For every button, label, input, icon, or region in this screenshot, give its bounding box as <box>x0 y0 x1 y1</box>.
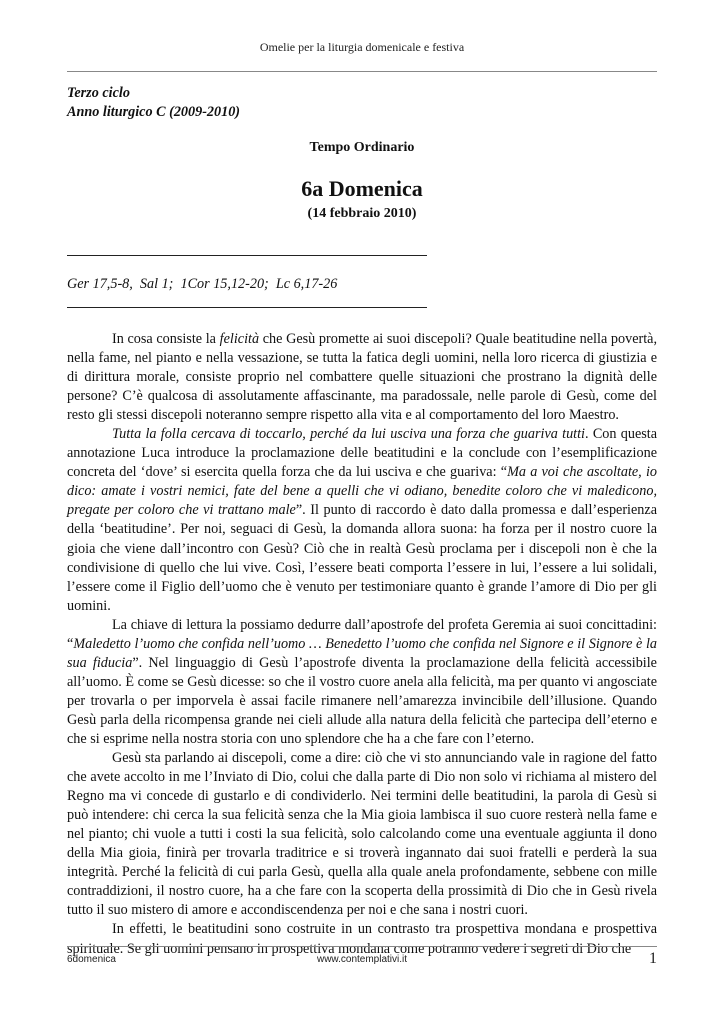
body-paragraph <box>67 749 657 920</box>
text-run: ”. Il punto di raccordo è dato dalla promessa e dall’esperienza della ‘beatitudine’. Per noi, seguaci di Gesù, la domanda allora suona: ha forza per il nostro cuore la gioia che viene dall’incontro con Gesù? Ciò che in realtà Gesù proclama per i discepoli non è che la condivisione di quello che lui vive. Così, l’essere beati comporta l’essere in lui, l’essere a lui solidali, l’essere come il Figlio dell’uomo che è venuto per testimoniare quanto è grande l’amore di Dio per gli uomini. <box>67 502 657 614</box>
homily-body <box>67 330 657 959</box>
italic-text: Maledetto l’uomo che confida nell’uomo … Benedetto l’uomo che confida nel Signore e il Signore è la sua fiducia <box>67 635 657 671</box>
text-run: Gesù sta parlando ai discepoli, come a dire: ciò che vi sto annunciando vale in ragione del fatto che avete accolto in me l’Inviato di Dio, colui che dalla parte di Dio non solo vi richiama al mistero del Regno ma vi concede di gustarlo e di condividerlo. Nei termini delle beatitudini, la parola di Gesù si può intendere: chi cerca la sua felicità senza che la Mia gioia lambisca il suo cuore resterà nella fame e nel pianto; chi vuole a tutti i costi la sua felicità, solo calcolando come una eventuale aggiunta il dono della Mia gioia, finirà per trovarla traditrice e si troverà ingannato dai suoi fratelli e perderà la sua integrità. Perché la felicità di cui parla Gesù, quella alla quale anela profondamente, sebbene con mille contraddizioni, il nostro cuore, ha a che fare con la scoperta della prossimità di Dio che in Gesù rivela tutto il suo mistero di amore e accondiscendenza per noi e che sana i nostri cuori. <box>67 750 657 919</box>
text-run: La chiave di lettura la possiamo dedurre dall’apostrofe del profeta Geremia ai suoi concittadini: “ <box>67 616 657 652</box>
text-run: ”. Nel linguaggio di Gesù l’apostrofe diventa la proclamazione della felicità accessibile all’uomo. È come se Gesù dicesse: so che il vostro cuore anela alla felicità, ma per quanto vi angosciate per trovarla o per imporvela è assai facile rimanere nell’amarezza invincibile dell’illusione. Quando Gesù parla della ricompensa grande nei cieli allude alla natura della felicità che partecipa dell’eterno e che si esprime nella nostra storia con uno splendore che ha a che fare con l’eterno. <box>67 654 657 747</box>
body-paragraph <box>67 425 657 615</box>
separator-line-bottom <box>67 307 427 308</box>
footer-website: www.contemplativi.it <box>316 954 408 965</box>
body-paragraph <box>67 616 657 749</box>
header-rule <box>67 71 657 72</box>
date-line: (14 febbraio 2010) <box>307 206 417 221</box>
cycle-line: Terzo ciclo <box>67 85 130 101</box>
text-run: In effetti, le beatitudini sono costruite in un contrasto tra prospettiva mondana e prospettiva spirituale. Se gli uomini pensano in prospettiva mondana come potranno vedere i segreti di Dio che <box>67 921 657 957</box>
cycle-info <box>67 84 240 122</box>
readings-line: Ger 17,5-8, Sal 1; 1Cor 15,12-20; Lc 6,17-26 <box>67 276 338 292</box>
text-run: In cosa consiste la <box>112 331 220 347</box>
text-run: che Gesù promette ai suoi discepoli? Quale beatitudine nella povertà, nella fame, nel pianto e nella vessazione, se tutta la fatica degli uomini, nella loro ricerca di giustizia e di dirittura morale, consiste proprio nel combattere quelle situazioni che prostrano la dignità delle persone? C’è qualcosa di assolutamente affascinante, ma paradossale, nelle parole di Gesù, come del resto gli stessi discepoli noteranno sempre rispetto alla vita e al comportamento del loro Maestro. <box>67 331 657 424</box>
italic-text: felicità <box>219 331 260 347</box>
italic-text: Tutta la folla cercava di toccarlo, perché da lui usciva una forza che guariva tutti <box>112 426 585 443</box>
running-header: Omelie per la liturgia domenicale e festiva <box>259 40 465 54</box>
footer-filename: 6domenica <box>67 954 116 965</box>
footer-rule <box>67 946 657 947</box>
italic-text: Ma a voi che ascoltate, io dico: amate i vostri nemici, fate del bene a quelli che vi odiano, benedite coloro che vi maledicono, pregate per coloro che vi trattano male <box>67 464 657 519</box>
liturgical-year-line: Anno liturgico C (2009-2010) <box>67 104 241 120</box>
page-number: 1 <box>649 950 657 967</box>
page-title: 6a Domenica <box>301 176 423 201</box>
text-run: . Con questa annotazione Luca introduce la proclamazione delle beatitudini e la conclude con l’esemplificazione concreta del ‘dove’ si esercita quella forza che da lui usciva e che guariva: “ <box>67 426 658 481</box>
body-paragraph <box>67 330 657 425</box>
season-heading: Tempo Ordinario <box>309 140 415 155</box>
separator-line-top <box>67 255 427 256</box>
body-paragraph <box>67 920 657 958</box>
